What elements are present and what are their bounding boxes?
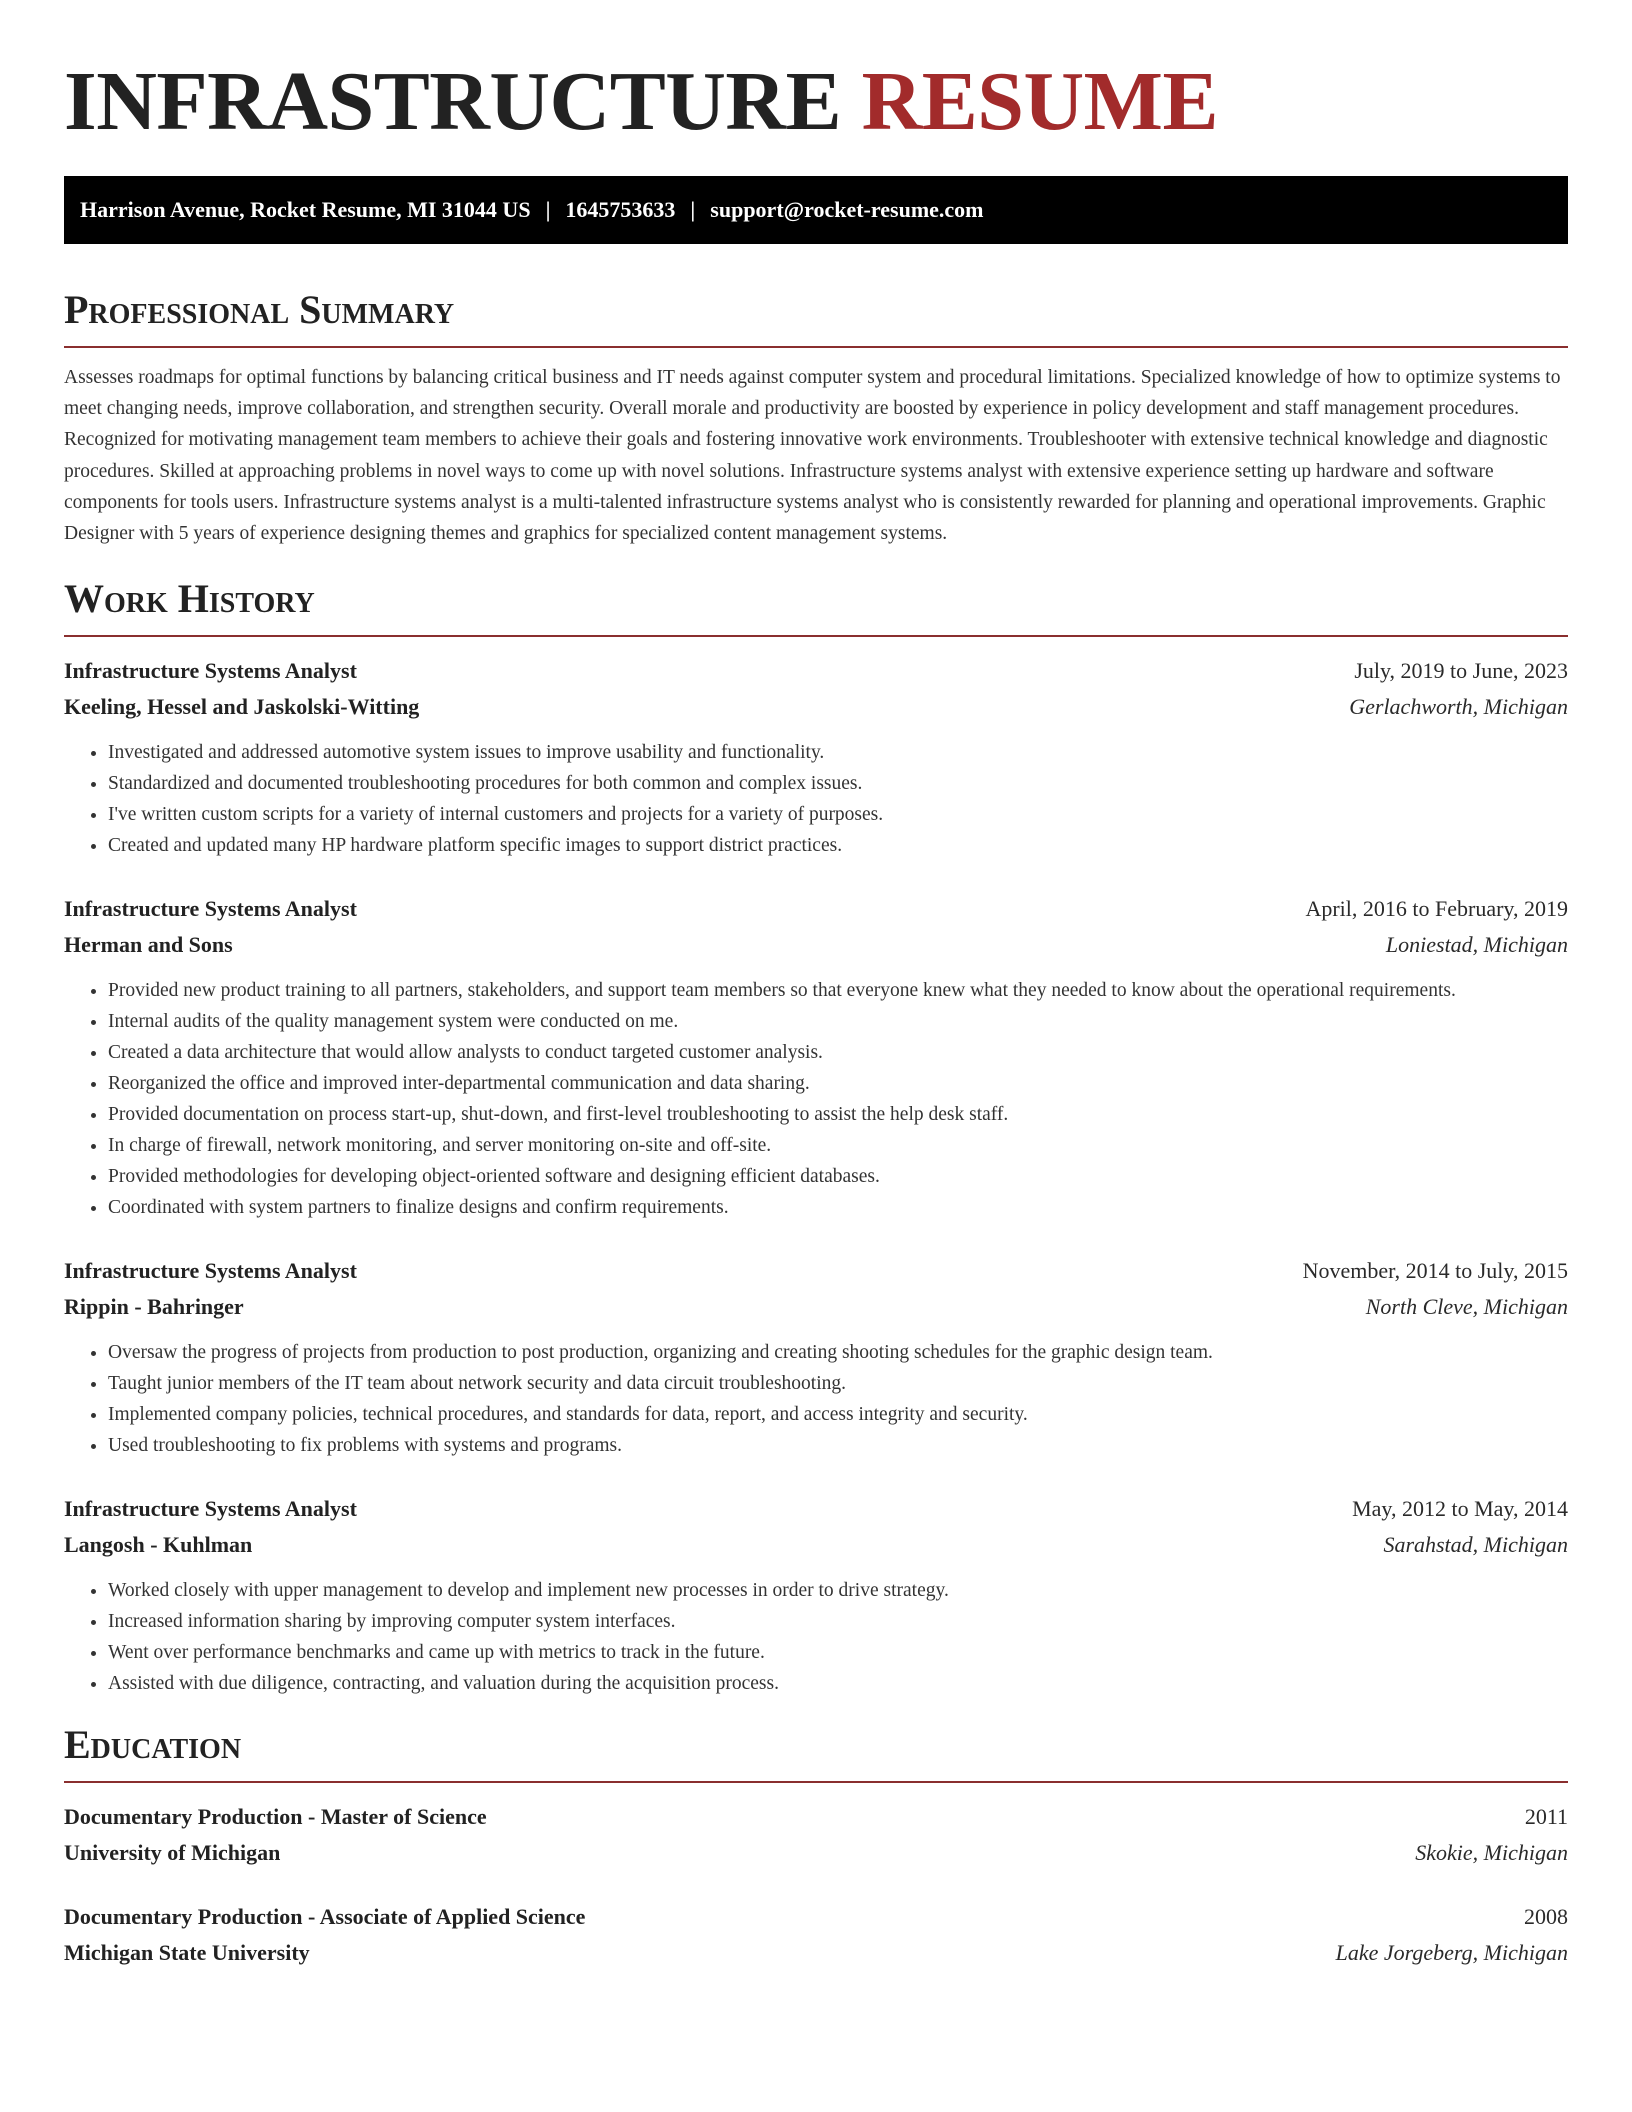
job-bullet: • Provided new product training to all partners, stakeholders, and support team members so that everyone knew what they needed to know about the operational requirements.: [108, 975, 1568, 1006]
job-company-row: [64, 1527, 1568, 1563]
education-location: Skokie, Michigan: [1415, 1840, 1568, 1866]
job-company: Langosh - Kuhlman: [64, 1532, 253, 1558]
section-heading-education: Education: [64, 1721, 1568, 1783]
job-entry: [64, 1253, 1568, 1461]
resume-title: [64, 52, 1568, 152]
job-title: Infrastructure Systems Analyst: [64, 896, 357, 922]
contact-phone: 1645753633: [565, 197, 676, 222]
education-header-row: [64, 1899, 1568, 1935]
job-title: Infrastructure Systems Analyst: [64, 1258, 357, 1284]
job-location: North Cleve, Michigan: [1365, 1294, 1568, 1320]
education-year: 2011: [1524, 1804, 1568, 1830]
job-header-row: [64, 1253, 1568, 1289]
job-entry: [64, 1491, 1568, 1699]
job-dates: November, 2014 to July, 2015: [1302, 1258, 1568, 1284]
contact-separator: |: [690, 197, 696, 222]
job-bullet: • Provided methodologies for developing object-oriented software and designing efficient databases.: [108, 1161, 1568, 1192]
job-bullet: • Provided documentation on process start-up, shut-down, and first-level troubleshooting to assist the help desk staff.: [108, 1099, 1568, 1130]
job-bullet: • In charge of firewall, network monitoring, and server monitoring on-site and off-site.: [108, 1130, 1568, 1161]
job-company: Rippin - Bahringer: [64, 1294, 244, 1320]
contact-address: Harrison Avenue, Rocket Resume, MI 31044 US: [80, 197, 531, 222]
job-bullet: • Created and updated many HP hardware platform specific images to support district practices.: [108, 830, 1568, 861]
job-bullet-list: [64, 1337, 1568, 1461]
job-bullet: • I've written custom scripts for a variety of internal customers and projects for a variety of purposes.: [108, 799, 1568, 830]
job-bullet: • Went over performance benchmarks and came up with metrics to track in the future.: [108, 1637, 1568, 1668]
education-location: Lake Jorgeberg, Michigan: [1335, 1940, 1568, 1966]
contact-email: support@rocket-resume.com: [710, 197, 984, 222]
contact-bar: [64, 176, 1568, 244]
education-school-row: [64, 1835, 1568, 1871]
education-entry: [64, 1799, 1568, 1871]
job-header-row: [64, 891, 1568, 927]
education-year: 2008: [1524, 1904, 1568, 1930]
job-bullet: • Internal audits of the quality management system were conducted on me.: [108, 1006, 1568, 1037]
job-bullet: • Taught junior members of the IT team about network security and data circuit troubleshooting.: [108, 1368, 1568, 1399]
job-bullet: • Implemented company policies, technical procedures, and standards for data, report, and access integrity and security.: [108, 1399, 1568, 1430]
job-company-row: [64, 689, 1568, 725]
job-location: Sarahstad, Michigan: [1383, 1532, 1568, 1558]
job-bullet: • Assisted with due diligence, contracting, and valuation during the acquisition process.: [108, 1668, 1568, 1699]
education-school: Michigan State University: [64, 1940, 310, 1966]
education-school: University of Michigan: [64, 1840, 281, 1866]
job-dates: April, 2016 to February, 2019: [1305, 896, 1568, 922]
job-entry: [64, 653, 1568, 861]
job-bullet: • Investigated and addressed automotive system issues to improve usability and functionality.: [108, 737, 1568, 768]
job-bullet-list: [64, 737, 1568, 861]
job-entry: [64, 891, 1568, 1223]
job-dates: July, 2019 to June, 2023: [1354, 658, 1568, 684]
contact-separator: |: [545, 197, 551, 222]
job-bullet-list: [64, 975, 1568, 1223]
job-company: Keeling, Hessel and Jaskolski-Witting: [64, 694, 420, 720]
job-dates: May, 2012 to May, 2014: [1352, 1496, 1568, 1522]
job-bullet: • Increased information sharing by improving computer system interfaces.: [108, 1606, 1568, 1637]
job-bullet-list: [64, 1575, 1568, 1699]
job-company: Herman and Sons: [64, 932, 233, 958]
section-heading-summary: Professional Summary: [64, 286, 1568, 348]
job-bullet: • Standardized and documented troubleshooting procedures for both common and complex issues.: [108, 768, 1568, 799]
job-company-row: [64, 1289, 1568, 1325]
job-header-row: [64, 1491, 1568, 1527]
title-accent: RESUME: [861, 55, 1218, 148]
job-bullet: • Created a data architecture that would allow analysts to conduct targeted customer analysis.: [108, 1037, 1568, 1068]
job-bullet: • Coordinated with system partners to finalize designs and confirm requirements.: [108, 1192, 1568, 1223]
job-bullet: • Used troubleshooting to fix problems with systems and programs.: [108, 1430, 1568, 1461]
education-entry: [64, 1899, 1568, 1971]
education-school-row: [64, 1935, 1568, 1971]
job-title: Infrastructure Systems Analyst: [64, 1496, 357, 1522]
title-main: INFRASTRUCTURE: [64, 55, 842, 148]
job-location: Loniestad, Michigan: [1385, 932, 1568, 958]
job-bullet: • Reorganized the office and improved inter-departmental communication and data sharing.: [108, 1068, 1568, 1099]
section-heading-work-history: Work History: [64, 575, 1568, 637]
job-bullet: • Worked closely with upper management to develop and implement new processes in order to drive strategy.: [108, 1575, 1568, 1606]
summary-text: Assesses roadmaps for optimal functions by balancing critical business and IT needs against computer system and procedural limitations. Specialized knowledge of how to optimize systems to meet changing needs, improve collaboration, and strengthen security. Overall morale and productivity are boosted by experience in policy development and staff management procedures. Recognized for motivating management team members to achieve their goals and fostering innovative work environments. Troubleshooter with extensive technical knowledge and diagnostic procedures. Skilled at approaching problems in novel ways to come up with novel solutions. Infrastructure systems analyst with extensive experience setting up hardware and software components for tools users. Infrastructure systems analyst is a multi-talented infrastructure systems analyst who is consistently rewarded for planning and operational improvements. Graphic Designer with 5 years of experience designing themes and graphics for specialized content management systems.: [64, 367, 1561, 545]
education-degree: Documentary Production - Master of Science: [64, 1804, 487, 1830]
job-location: Gerlachworth, Michigan: [1349, 694, 1568, 720]
job-header-row: [64, 653, 1568, 689]
education-degree: Documentary Production - Associate of Applied Science: [64, 1904, 586, 1930]
education-header-row: [64, 1799, 1568, 1835]
job-bullet: • Oversaw the progress of projects from production to post production, organizing and creating shooting schedules for the graphic design team.: [108, 1337, 1568, 1368]
job-company-row: [64, 927, 1568, 963]
job-title: Infrastructure Systems Analyst: [64, 658, 357, 684]
